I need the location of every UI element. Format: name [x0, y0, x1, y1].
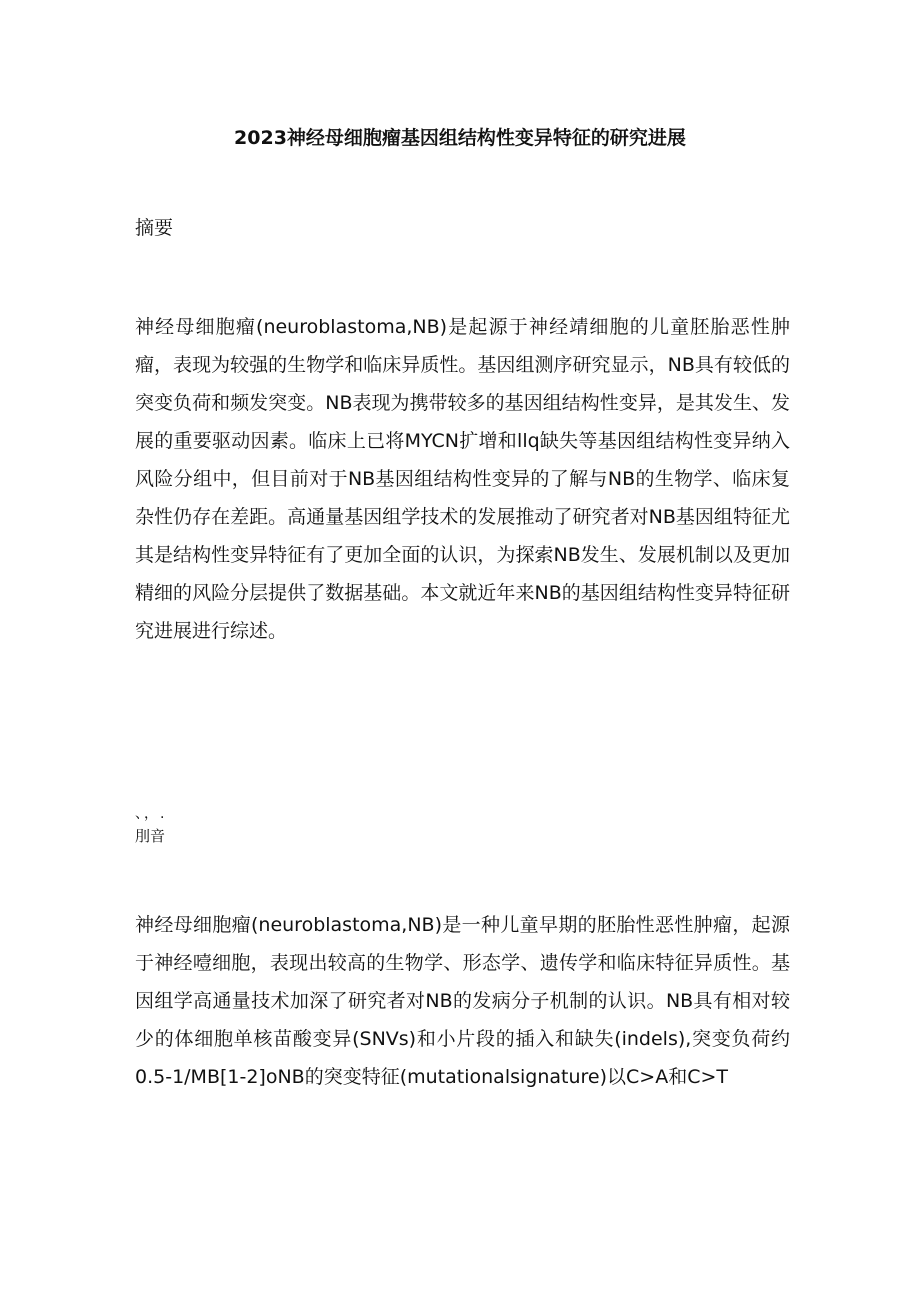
abstract-paragraph: 神经母细胞瘤(neuroblastoma,NB)是起源于神经靖细胞的儿童胚胎恶性肿瘤，表现为较强的生物学和临床异质性。基因组测序研究显示，NB具有较低的突变负荷和频发突变。NB表现为携带较多的基因组结构性变异，是其发生、发展的重要驱动因素。临床上已将MYCN扩增和llq缺失等基因组结构性变异纳入风险分组中，但目前对于NB基因组结构性变异的了解与NB的生物学、临床复杂性仍存在差距。高通量基因组学技术的发展推动了研究者对NB基因组特征尤其是结构性变异特征有了更加全面的认识，为探索NB发生、发展机制以及更加精细的风险分层提供了数据基础。本文就近年来NB的基因组结构性变异特征研究进展进行综述。	[135, 316, 790, 642]
intro-paragraph: 神经母细胞瘤(neuroblastoma,NB)是一种儿童早期的胚胎性恶性肿瘤，起源于神经噎细胞，表现出较高的生物学、形态学、遗传学和临床特征异质性。基因组学高通量技术加深了研究者对NB的发病分子机制的认识。NB具有相对较少的体细胞单核苗酸变异(SNVs)和小片段的插入和缺失(indels),突变负荷约0.5-1∕MB[1-2]oNB的突变特征(mutationalsignature)以C>A和C>T	[135, 914, 790, 1088]
abstract-heading: 摘要	[135, 217, 174, 239]
intro-heading: 刖音	[135, 827, 166, 845]
document-title: 2023神经母细胞瘤基因组结构性变异特征的研究进展	[234, 127, 686, 149]
punctuation-marks: 、，.	[135, 806, 167, 822]
